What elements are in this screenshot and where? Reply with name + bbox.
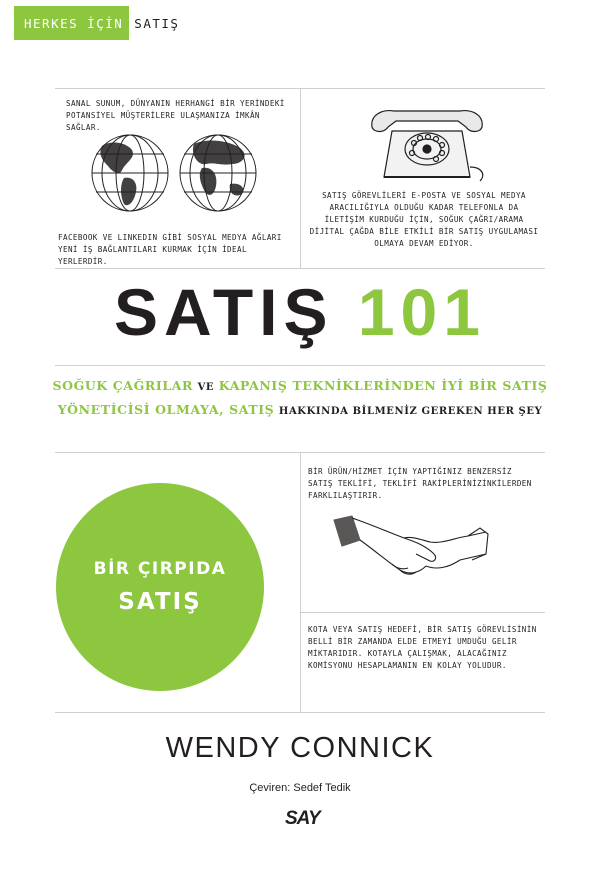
badge-line-2: SATIŞ xyxy=(118,589,202,615)
divider-right-mid xyxy=(300,612,545,613)
publisher-logo: SAY xyxy=(285,808,320,829)
series-tag-rest: SATIŞ xyxy=(134,15,180,31)
divider-bottom xyxy=(55,712,545,713)
caption-phone: SATIŞ GÖREVLİLERİ E-POSTA VE SOSYAL MEDYA ARACILIĞIYLA OLDUĞU KADAR TELEFONLA DA İLETİŞİM KURDUĞU İÇİN, SOĞUK ÇAĞRI/ARAMA DİJİTAL ÇAĞDA BİLE ETKİLİ BİR SATIŞ UYGULAMASI OLMAYA DEVAM EDİYOR. xyxy=(309,191,539,248)
divider-mid-right xyxy=(300,268,545,269)
badge-line-1: BİR ÇIRPIDA xyxy=(93,559,227,579)
series-tag-highlight: HERKES İÇİN xyxy=(14,6,129,40)
subtitle xyxy=(40,375,560,423)
subtitle-part-5: HAKKINDA BİLMENİZ GEREKEN HER ŞEY xyxy=(278,406,543,417)
subtitle-part-2: VE xyxy=(197,382,215,393)
subtitle-part-3: KAPANIŞ TEKNİKLERİNDEN İYİ BİR SATIŞ xyxy=(218,378,548,393)
caption-social: FACEBOOK VE LINKEDIN GİBİ SOSYAL MEDYA AĞLARI YENİ İŞ BAĞLANTILARI KURMAK İÇİN İDEAL YERLERDİR. xyxy=(58,233,282,266)
translator-credit: Çeviren: Sedef Tedik xyxy=(249,782,351,794)
handshake-icon xyxy=(330,510,490,586)
badge-circle xyxy=(56,483,264,691)
series-tag xyxy=(14,6,214,40)
divider-top-vertical xyxy=(300,88,301,268)
divider-lower-vertical xyxy=(300,452,301,712)
subtitle-part-4: YÖNETİCİSİ OLMAYA, SATIŞ xyxy=(57,402,275,417)
divider-mid-left xyxy=(55,268,300,269)
telephone-icon xyxy=(362,97,492,185)
title-word: SATIŞ xyxy=(114,275,334,349)
book-title xyxy=(0,272,600,352)
caption-quota: KOTA VEYA SATIŞ HEDEFİ, BİR SATIŞ GÖREVLİSİNİN BELLİ BİR ZAMANDA ELDE ETMEYİ UMDUĞU GELİR MİKTARIDIR. KOTAYLA ÇALIŞMAK, ALACAĞINIZ KOMİSYONU HESAPLAMANIN EN KOLAY YOLUDUR. xyxy=(308,625,537,670)
globe-icon xyxy=(90,132,260,214)
divider-under-title xyxy=(55,365,545,366)
author-name: WENDY CONNICK xyxy=(165,732,435,764)
caption-globe: SANAL SUNUM, DÜNYANIN HERHANGİ BİR YERİNDEKİ POTANSİYEL MÜŞTERİLERE ULAŞMANIZA İMKÂN SAĞLAR. xyxy=(66,99,285,132)
subtitle-part-1: SOĞUK ÇAĞRILAR xyxy=(52,378,193,393)
title-number: 101 xyxy=(357,275,486,349)
caption-offer: BİR ÜRÜN/HİZMET İÇİN YAPTIĞINIZ BENZERSİZ SATIŞ TEKLİFİ, TEKLİFİ RAKİPLERİNİZİNKİLERDEN FARKLILAŞTIRIR. xyxy=(308,467,532,500)
